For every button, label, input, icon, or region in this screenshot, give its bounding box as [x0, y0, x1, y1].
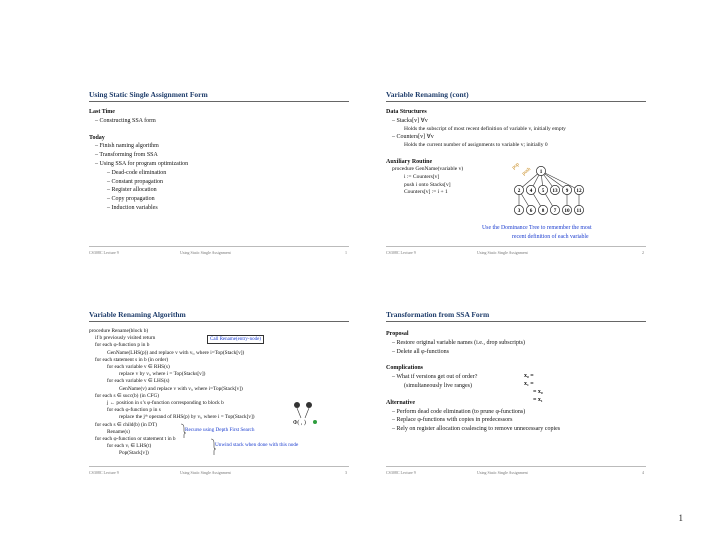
- sub-bullet: – Register allocation: [107, 187, 157, 194]
- phi-function: Φ( , ): [293, 420, 306, 426]
- footer-slide-number: 4: [642, 470, 644, 475]
- description: Holds the current number of assignments to variable v; initially 0: [404, 141, 548, 148]
- tree-node-label: 8: [541, 207, 545, 214]
- tree-node-label: 11: [576, 207, 582, 214]
- callout-brackets: [179, 422, 219, 458]
- tree-node-label: 10: [564, 207, 570, 214]
- slide-2: [372, 70, 654, 270]
- slide-title: Using Static Single Assignment Form: [89, 90, 208, 99]
- phi-diagram: [285, 400, 321, 430]
- code-line: = x₀: [533, 389, 543, 395]
- footer-rule: [89, 466, 349, 467]
- slide-body: [89, 108, 349, 213]
- code-line: j ← position in s’s φ-function corresponding to block b: [107, 400, 224, 407]
- bullet: – Rely on register allocation coalescing to remove unnecessary copies: [392, 426, 561, 433]
- code-line: GenName(LHS(p)) and replace v with vᵢ, where i=Top(Stack[v]): [107, 349, 245, 356]
- tree-node-label: 2: [517, 187, 521, 194]
- tree-node-label: 7: [553, 207, 557, 214]
- footer-slide-number: 2: [642, 250, 644, 255]
- tree-node-label: 13: [552, 187, 558, 194]
- sub-bullet: – Induction variables: [107, 204, 158, 211]
- code-line: for each variable v ∈ RHS(s): [107, 364, 170, 371]
- code-line: for each s ∈ succ(b) (in CFG): [95, 392, 160, 399]
- code-line: Pop(Stack[v]): [119, 450, 149, 457]
- footer-rule: [89, 246, 349, 247]
- footer-topic: Using Static Single Assignment: [180, 470, 231, 475]
- push-label: push: [521, 166, 532, 177]
- footer-course: CS308C Lecture 9: [89, 250, 119, 255]
- slide-3: [75, 290, 357, 490]
- tree-node-label: 9: [565, 187, 569, 194]
- bullet: – Constructing SSA form: [95, 117, 156, 124]
- title-rule: [89, 321, 349, 322]
- footer-course: CS308C Lecture 9: [386, 250, 416, 255]
- code-line: push i onto Stacks[v]: [404, 181, 451, 188]
- sub-bullet: – Copy propagation: [107, 196, 155, 203]
- code-line: for each φ-function p in b: [95, 342, 150, 349]
- heading: Data Structures: [386, 109, 427, 115]
- footer-rule: [386, 466, 646, 467]
- pop-label: pop: [511, 162, 521, 171]
- footer-topic: Using Static Single Assignment: [477, 470, 528, 475]
- callout-unwind: Unwind stack when done with this node: [215, 442, 299, 448]
- footer-rule: [386, 246, 646, 247]
- callout-call-rename: Call Rename(entry-node): [207, 335, 264, 344]
- code-line: for each vᵢ ∈ LHS(t): [107, 443, 152, 450]
- tree-node-label: 12: [576, 187, 582, 194]
- code-example: [524, 372, 543, 404]
- page-number: 1: [678, 513, 683, 523]
- code-line: for each φ-function p in s: [107, 407, 161, 414]
- title-rule: [386, 101, 646, 102]
- note-line: recent definition of each variable: [512, 234, 589, 240]
- footer-slide-number: 1: [345, 250, 347, 255]
- tree-node-label: 1: [539, 168, 543, 175]
- slide-1: [75, 70, 357, 270]
- tree-node-label: 4: [529, 187, 533, 194]
- code-line: Rename(s): [107, 428, 130, 435]
- code-line: x₁ =: [524, 381, 534, 387]
- footer-course: CS308C Lecture 9: [386, 470, 416, 475]
- code-line: x₀ =: [524, 373, 534, 379]
- heading: Today: [89, 134, 105, 141]
- sub-bullet: – Dead-code elimination: [107, 169, 167, 176]
- bullet: – Restore original variable names (i.e., drop subscripts): [392, 339, 525, 346]
- slide-title: Transformation from SSA Form: [386, 310, 490, 319]
- slide-body: [386, 330, 646, 434]
- footer-topic: Using Static Single Assignment: [477, 250, 528, 255]
- code-line: for each variable v ∈ LHS(s): [107, 378, 170, 385]
- note-line: Use the Dominance Tree to remember the most: [482, 225, 592, 231]
- bullet: – Stacks[v] ∀v: [392, 117, 428, 124]
- code-line: GenName(v) and replace v with vᵢ, where i=Top(Stack[v]): [119, 385, 243, 392]
- footer-slide-number: 3: [345, 470, 347, 475]
- callout-recurse: Recurse using Depth First Search: [185, 427, 255, 433]
- slide-title: Variable Renaming Algorithm: [89, 310, 186, 319]
- tree-node-label: 3: [517, 207, 521, 214]
- title-rule: [89, 101, 349, 102]
- code-line: Counters[v] := i + 1: [404, 189, 448, 196]
- tree-node-label: 6: [529, 207, 533, 214]
- bullet: – Finish naming algorithm: [95, 143, 159, 150]
- code-line: for each s ∈ child(b) (in DT): [95, 421, 157, 428]
- code-line: procedure Rename(block b): [89, 328, 149, 334]
- heading: Last Time: [89, 109, 115, 115]
- bullet: – Perform dead code elimination (to prune φ-functions): [392, 408, 526, 415]
- heading: Proposal: [386, 331, 409, 337]
- heading: Complications: [386, 365, 424, 372]
- slide-4: [372, 290, 654, 490]
- description: Holds the subscript of most recent definition of variable v, initially empty: [404, 125, 566, 132]
- code-line: procedure GenName(variable v): [392, 166, 464, 173]
- pred-node: [306, 402, 312, 408]
- slide-body: [89, 328, 349, 458]
- dominance-tree-diagram: [507, 162, 647, 224]
- bullet: – Transforming from SSA: [95, 152, 158, 159]
- code-line: if b previously visited return: [95, 335, 156, 342]
- bullet: – Delete all φ-functions: [392, 348, 449, 355]
- footer-topic: Using Static Single Assignment: [180, 250, 231, 255]
- description: (simultaneously live ranges): [404, 382, 472, 389]
- code-line: replace v by vᵢ, where i = Top(Stacks[v]): [119, 371, 206, 378]
- pred-node: [294, 402, 300, 408]
- code-line: for each statement s in b (in order): [95, 356, 169, 363]
- bullet: – Counters[v] ∀v: [392, 134, 434, 141]
- title-rule: [386, 321, 646, 322]
- heading: Auxiliary Routine: [386, 158, 433, 165]
- slide-title: Variable Renaming (cont): [386, 90, 469, 99]
- heading: Alternative: [386, 399, 415, 406]
- bullet: – What if versions get out of order?: [392, 374, 478, 381]
- bullet: – Replace φ-functions with copies in predecessors: [392, 417, 513, 424]
- code-line: replace the jᵗʰ operand of RHS(p) by vᵢ, where i = Top(Stack[v]): [119, 414, 255, 421]
- code-line: for each φ-function or statement t in b: [95, 436, 176, 443]
- code-line: i := Counters[v]: [404, 173, 440, 180]
- tree-node-label: 5: [541, 187, 545, 194]
- code-line: = x₁: [533, 397, 543, 403]
- sub-bullet: – Constant propagation: [107, 178, 163, 185]
- bullet: – Using SSA for program optimization: [95, 160, 189, 167]
- footer-course: CS308C Lecture 9: [89, 470, 119, 475]
- phi-arg-dot: [313, 420, 317, 424]
